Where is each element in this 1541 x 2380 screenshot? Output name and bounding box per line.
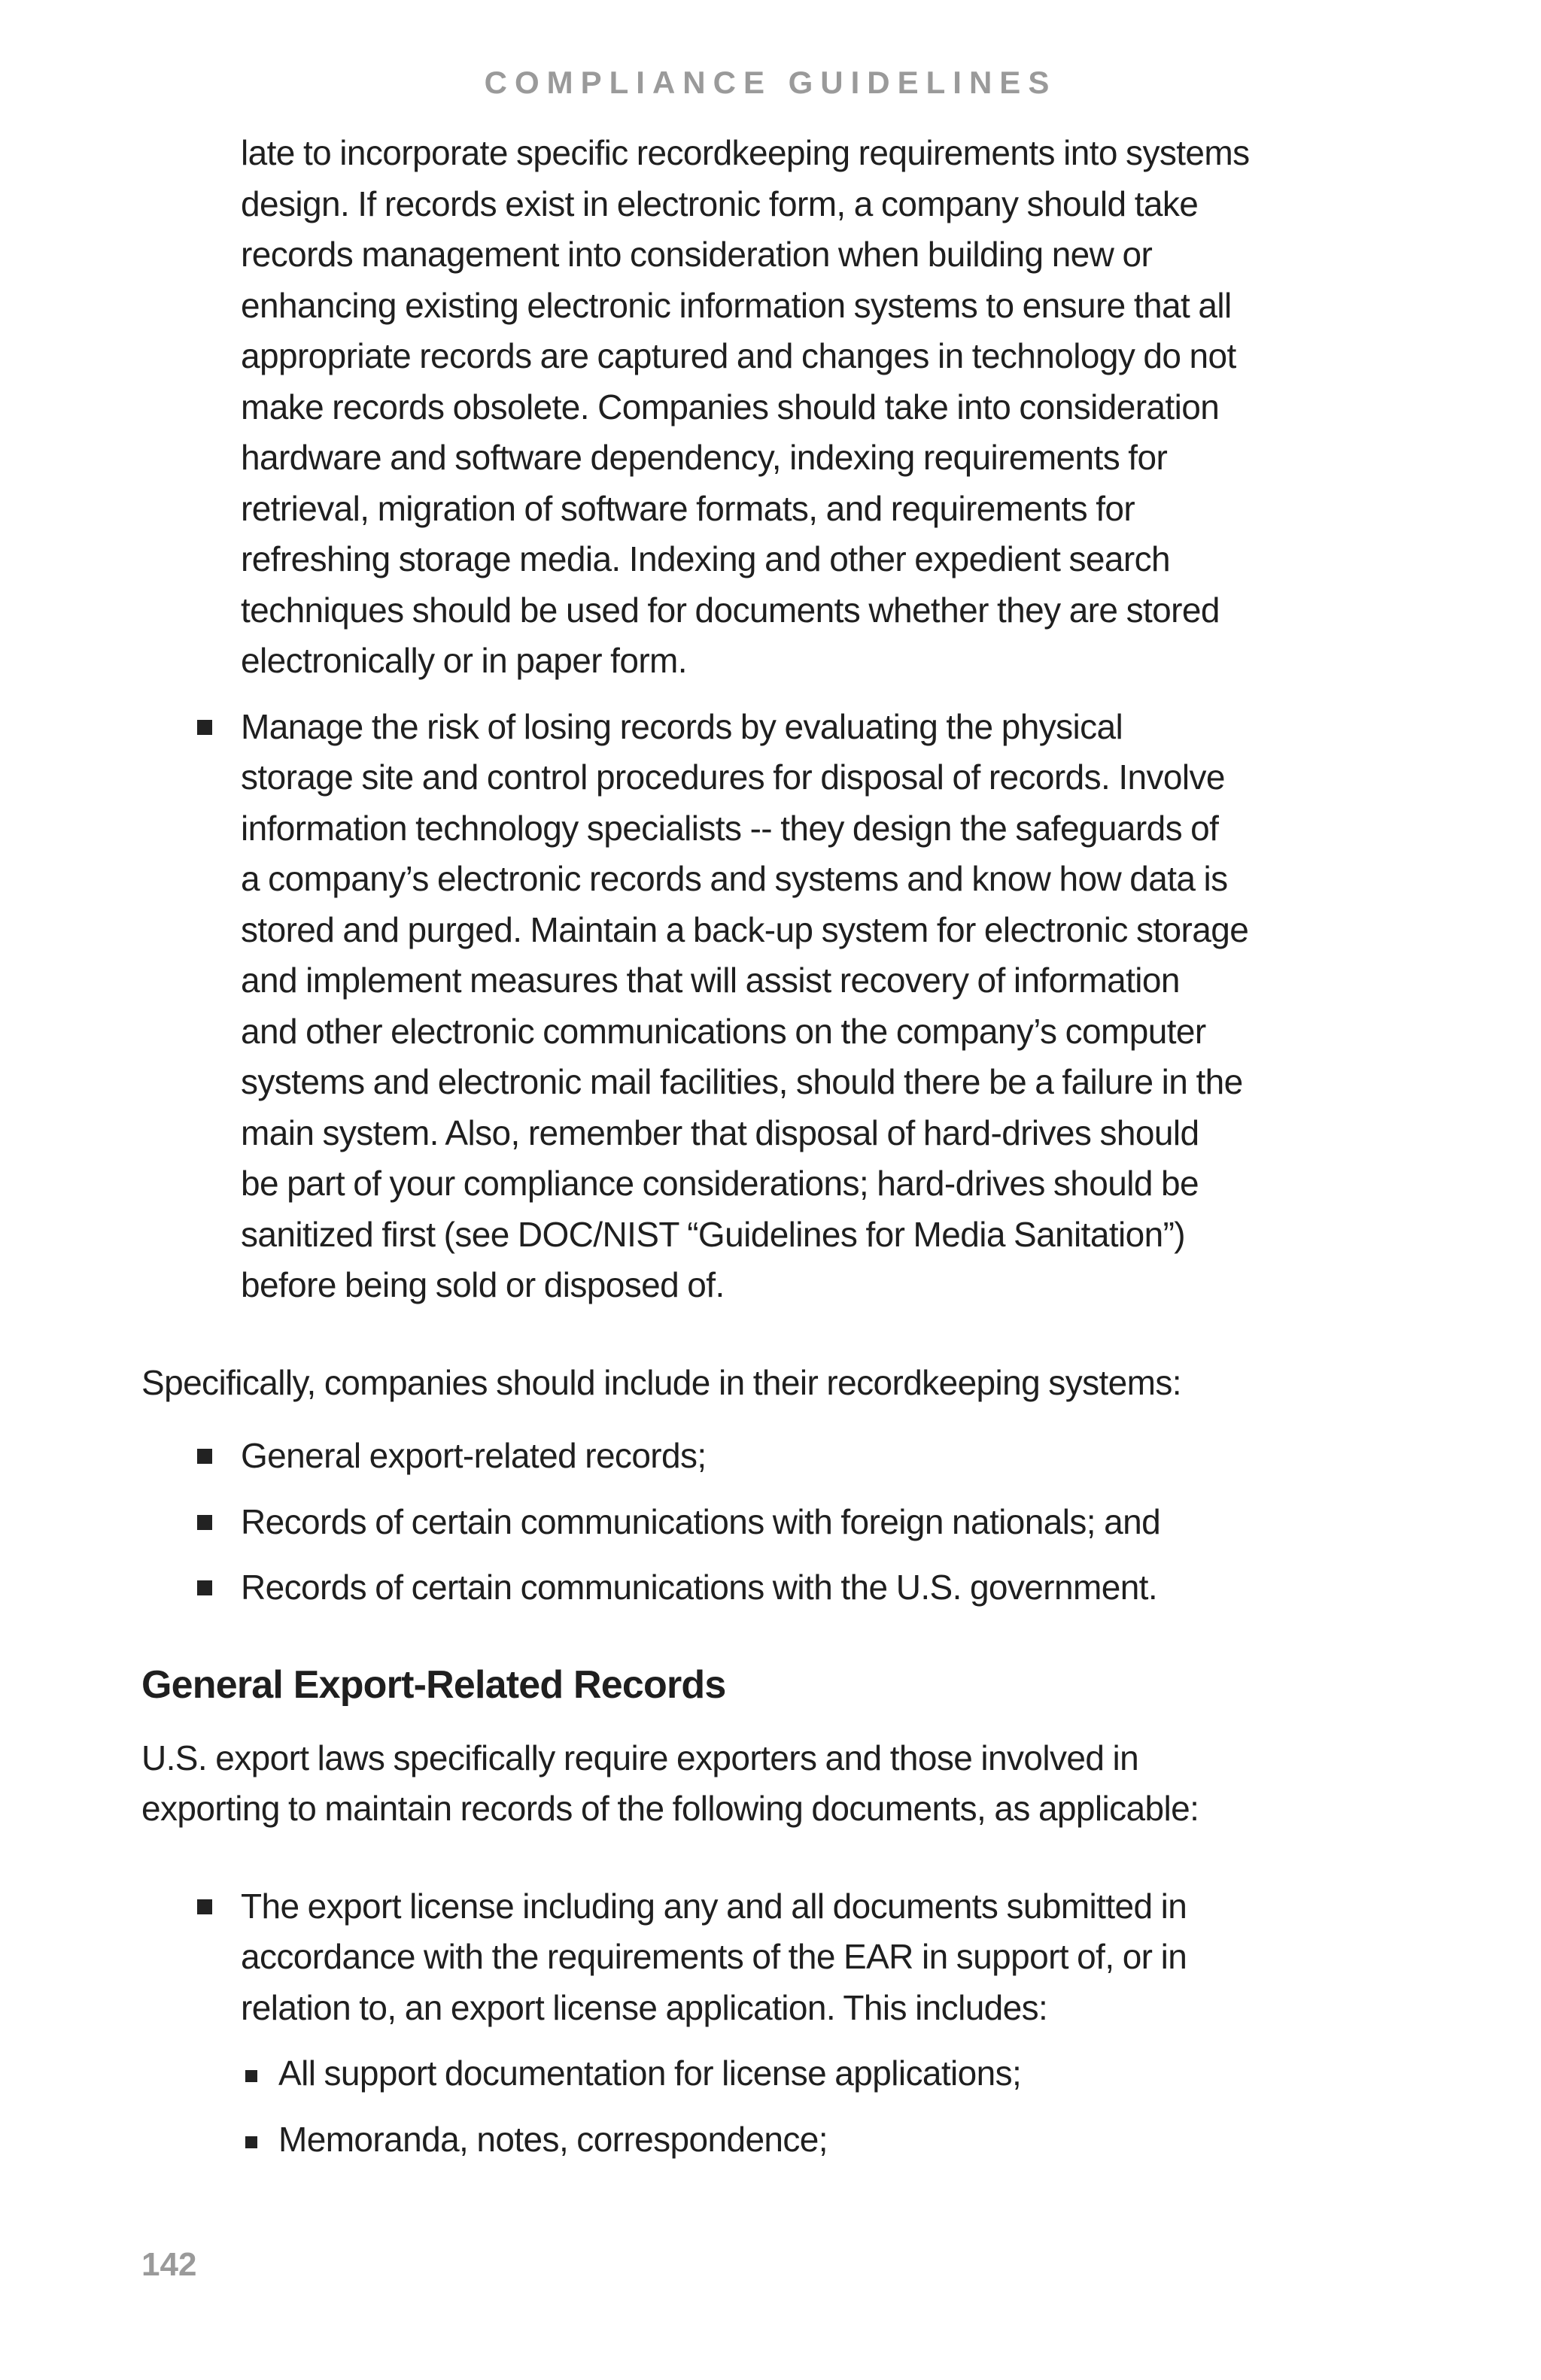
section-heading: General Export-Related Records (141, 1662, 726, 1707)
list-item-text: Records of certain communications with foreign nationals; and (241, 1501, 1161, 1541)
square-bullet-icon (197, 1515, 212, 1530)
text-line: appropriate records are captured and changes in technology do not (241, 336, 1236, 375)
running-header: COMPLIANCE GUIDELINES (484, 65, 1057, 100)
list-item (141, 1497, 1421, 1548)
sub-list-item-text: All support documentation for license applications; (278, 2054, 1022, 2093)
text-line: refreshing storage media. Indexing and other expedient search (241, 539, 1170, 578)
text-line: accordance with the requirements of the EAR in support of, or in (241, 1937, 1187, 1976)
text-line: before being sold or disposed of. (241, 1265, 725, 1304)
text-line: hardware and software dependency, indexing requirements for (241, 438, 1168, 477)
square-bullet-icon (197, 1899, 212, 1914)
list-item-text: Records of certain communications with the U.S. government. (241, 1568, 1158, 1607)
text-line: techniques should be used for documents whether they are stored (241, 590, 1220, 630)
list-item (141, 1562, 1421, 1613)
license-bullet-item (141, 1881, 1421, 2034)
sub-list-item-text: Memoranda, notes, correspondence; (278, 2119, 828, 2159)
text-line: be part of your compliance considerations; hard-drives should be (241, 1164, 1199, 1203)
page-content (141, 128, 1421, 2165)
square-bullet-icon (245, 2136, 257, 2148)
text-line: records management into consideration when building new or (241, 235, 1153, 274)
text-line: a company’s electronic records and systems and know how data is (241, 859, 1228, 898)
text-line: sanitized first (see DOC/NIST “Guidelines for Media Sanitation”) (241, 1214, 1186, 1254)
text-line: and implement measures that will assist recovery of information (241, 961, 1180, 1000)
text-line: Manage the risk of losing records by evaluating the physical (241, 706, 1123, 746)
sub-list-item (141, 2114, 1421, 2166)
text-line: systems and electronic mail facilities, should there be a failure in the (241, 1062, 1243, 1101)
page-number: 142 (141, 2246, 197, 2283)
text-line: main system. Also, remember that disposal of hard-drives should (241, 1113, 1199, 1152)
square-bullet-icon (197, 1449, 212, 1464)
text-line: The export license including any and all documents submitted in (241, 1886, 1187, 1926)
square-bullet-icon (197, 720, 212, 735)
text-line: design. If records exist in electronic form, a company should take (241, 184, 1199, 223)
text-line: and other electronic communications on the company’s computer (241, 1011, 1206, 1051)
text-line: retrieval, migration of software formats, and requirements for (241, 488, 1135, 528)
list-item-text: General export-related records; (241, 1436, 707, 1475)
specifically-intro: Specifically, companies should include in their recordkeeping systems: (141, 1362, 1181, 1402)
text-line: storage site and control procedures for disposal of records. Involve (241, 757, 1225, 797)
square-bullet-icon (197, 1580, 212, 1595)
list-item (141, 1431, 1421, 1482)
text-line: information technology specialists -- they design the safeguards of (241, 808, 1219, 848)
text-line: relation to, an export license application. This includes: (241, 1987, 1048, 2027)
text-line: electronically or in paper form. (241, 641, 687, 680)
square-bullet-icon (245, 2070, 257, 2082)
text-line: make records obsolete. Companies should take into consideration (241, 387, 1220, 427)
risk-bullet-item (141, 702, 1421, 1311)
continuation-paragraph (141, 128, 1421, 687)
text-line: U.S. export laws specifically require exporters and those involved in (141, 1738, 1139, 1777)
section-intro-paragraph (141, 1733, 1421, 1835)
text-line: enhancing existing electronic information systems to ensure that all (241, 285, 1232, 325)
text-line: stored and purged. Maintain a back-up system for electronic storage (241, 909, 1249, 949)
text-line: exporting to maintain records of the following documents, as applicable: (141, 1789, 1199, 1828)
text-line: late to incorporate specific recordkeeping requirements into systems (241, 133, 1250, 172)
sub-list-item (141, 2048, 1421, 2099)
